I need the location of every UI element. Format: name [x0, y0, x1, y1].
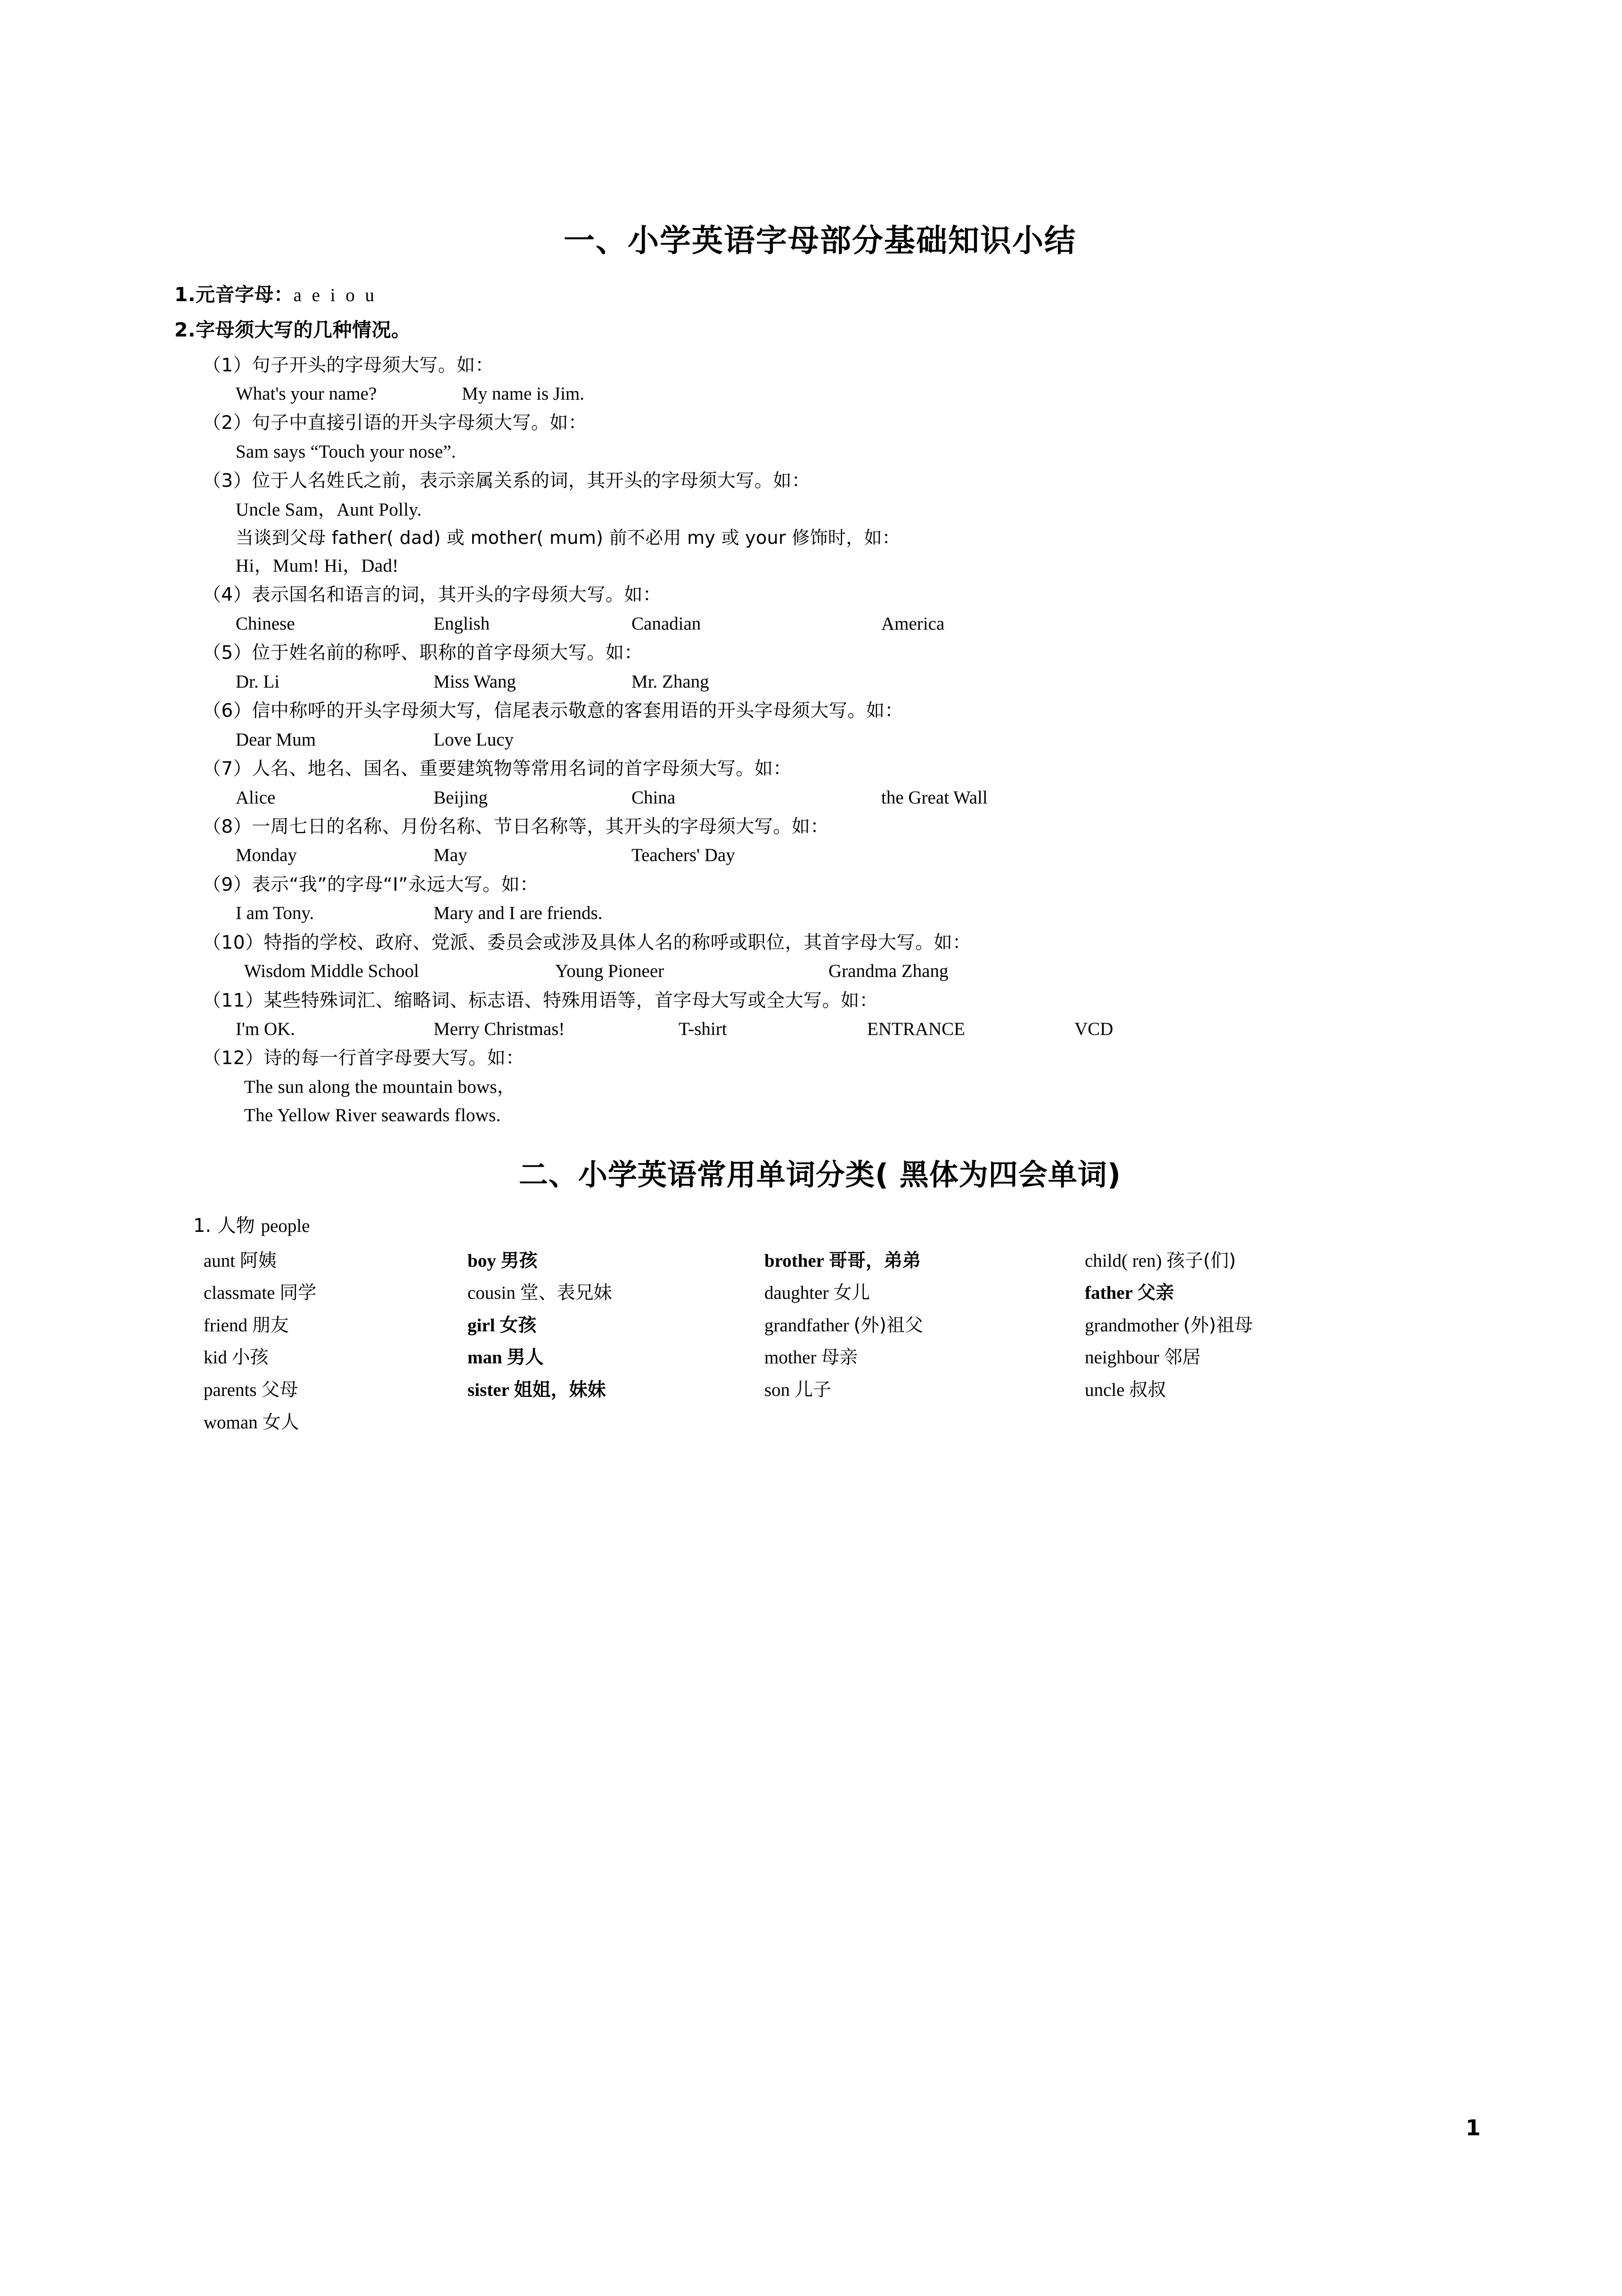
vocab-group-heading — [193, 1212, 1466, 1240]
vocab-cell — [467, 1245, 764, 1278]
word-en: boy — [467, 1250, 496, 1271]
rule-5-examples — [236, 668, 1466, 696]
rule-10-head: （10）特指的学校、政府、党派、委员会或涉及具体人名的称呼或职位，其首字母大写。如： — [203, 932, 971, 953]
vocab-group-number: 1. — [193, 1215, 212, 1237]
rule-4-example-4: America — [881, 613, 945, 634]
vocab-cell — [467, 1310, 764, 1342]
word-zh: 女儿 — [833, 1282, 870, 1304]
rule-4-example-3: Canadian — [631, 613, 701, 634]
word-en: classmate — [204, 1283, 275, 1304]
page-content — [174, 221, 1466, 1439]
rule-2 — [174, 409, 1466, 466]
word-en: woman — [204, 1412, 258, 1433]
rule-9-examples — [236, 899, 1466, 927]
item-vowel-letters-value: a e i o u — [293, 285, 377, 305]
vocab-cell — [204, 1277, 467, 1310]
rule-4-example-1: Chinese — [236, 613, 295, 634]
rule-12-example-2: The Yellow River seawards flows. — [244, 1105, 501, 1126]
rule-5-example-3: Mr. Zhang — [631, 671, 709, 692]
rule-11-examples — [236, 1015, 1466, 1043]
rule-4-examples — [236, 610, 1466, 638]
rule-10 — [174, 929, 1466, 986]
word-en: friend — [204, 1315, 248, 1336]
rule-6-head: （6）信中称呼的开头字母须大写，信尾表示敬意的客套用语的开头字母须大写。如： — [203, 700, 903, 722]
rule-7-example-2: Beijing — [434, 787, 488, 808]
rule-9-example-1: I am Tony. — [236, 903, 314, 924]
word-en: cousin — [467, 1283, 516, 1304]
word-zh: 姐姐，妹妹 — [514, 1379, 606, 1401]
rule-7 — [174, 755, 1466, 812]
rule-3-extra-example: Hi，Mum! Hi，Dad! — [236, 556, 399, 576]
vocab-group-en: people — [261, 1216, 310, 1237]
rule-1-example-1: What's your name? — [236, 383, 377, 404]
table-row — [204, 1407, 1405, 1439]
vocab-cell — [1085, 1342, 1405, 1374]
rule-11-example-3: T-shirt — [679, 1019, 727, 1040]
rule-8 — [174, 813, 1466, 870]
vocab-cell — [764, 1374, 1085, 1407]
rule-9-head: （9）表示“我”的字母“I”永远大写。如： — [203, 874, 539, 895]
word-zh: 父亲 — [1137, 1282, 1174, 1304]
word-zh: 孩子(们) — [1166, 1250, 1236, 1271]
vocab-cell — [1085, 1407, 1405, 1439]
word-en: sister — [467, 1379, 509, 1400]
vocab-cell — [764, 1310, 1085, 1342]
rule-11 — [174, 987, 1466, 1044]
word-zh: 朋友 — [252, 1314, 289, 1336]
rule-4-head: （4）表示国名和语言的词，其开头的字母须大写。如： — [203, 584, 662, 606]
rule-10-example-3: Grandma Zhang — [828, 961, 949, 982]
rule-10-examples — [244, 957, 1466, 985]
word-zh: 堂、表兄妹 — [520, 1282, 612, 1304]
section-2-title: 二、小学英语常用单词分类( 黑体为四会单词) — [518, 1157, 1122, 1192]
item-vowel-letters-label: 1.元音字母： — [174, 283, 294, 306]
word-zh: 同学 — [279, 1282, 317, 1304]
word-zh: 父母 — [261, 1379, 298, 1401]
word-zh: (外)祖父 — [853, 1314, 923, 1336]
rule-5-example-2: Miss Wang — [434, 671, 516, 692]
vocab-cell — [1085, 1277, 1405, 1310]
rule-11-head: （11）某些特殊词汇、缩略词、标志语、特殊用语等，首字母大写或全大写。如： — [203, 990, 878, 1011]
word-en: father — [1085, 1283, 1133, 1304]
word-zh: 阿姨 — [239, 1250, 277, 1271]
rule-3-extra-head: 当谈到父母 father( dad) 或 mother( mum) 前不必用 my 或 your 修饰时，如： — [236, 527, 901, 549]
item-capitalization-label: 2.字母须大写的几种情况。 — [174, 319, 411, 341]
rule-1-head: （1）句子开头的字母须大写。如： — [203, 354, 494, 376]
word-zh: 男人 — [507, 1347, 544, 1369]
word-en: kid — [204, 1347, 227, 1368]
vocab-cell — [1085, 1245, 1405, 1278]
word-zh: 小孩 — [231, 1347, 269, 1369]
rule-10-example-2: Young Pioneer — [555, 961, 664, 982]
rule-7-example-1: Alice — [236, 787, 276, 808]
word-en: neighbour — [1085, 1347, 1160, 1368]
rule-5-head: （5）位于姓名前的称呼、职称的首字母须大写。如： — [203, 642, 643, 664]
rule-1 — [174, 352, 1466, 409]
table-row — [204, 1245, 1405, 1278]
rule-2-example-1: Sam says “Touch your nose”. — [236, 441, 456, 462]
table-row — [204, 1277, 1405, 1310]
rule-7-example-3: China — [631, 787, 676, 808]
word-en: brother — [764, 1250, 825, 1271]
vocab-cell — [467, 1342, 764, 1374]
rule-7-head: （7）人名、地名、国名、重要建筑物等常用名词的首字母须大写。如： — [203, 758, 792, 780]
rule-12-example-1: The sun along the mountain bows， — [244, 1076, 516, 1097]
word-zh: 女人 — [262, 1411, 299, 1433]
word-en: aunt — [204, 1250, 236, 1271]
rule-9-example-2: Mary and I are friends. — [434, 903, 603, 924]
rule-6-examples — [236, 726, 1466, 754]
rule-5 — [174, 639, 1466, 696]
word-zh: 男孩 — [500, 1250, 538, 1271]
word-en: grandfather — [764, 1315, 849, 1336]
word-en: daughter — [764, 1283, 829, 1304]
vocab-cell — [764, 1245, 1085, 1278]
rule-8-example-3: Teachers' Day — [631, 845, 735, 866]
rule-6-example-1: Dear Mum — [236, 729, 316, 750]
vocab-group-zh: 人物 — [217, 1215, 255, 1237]
rule-5-example-1: Dr. Li — [236, 671, 280, 692]
rule-3-example-1: Uncle Sam，Aunt Polly. — [236, 499, 422, 520]
vocab-cell — [467, 1407, 764, 1439]
table-row — [204, 1310, 1405, 1342]
word-zh: 哥哥，弟弟 — [828, 1250, 921, 1271]
rule-8-examples — [236, 841, 1466, 869]
word-zh: 叔叔 — [1129, 1379, 1166, 1401]
rule-11-example-4: ENTRANCE — [867, 1019, 965, 1040]
vocab-cell — [764, 1277, 1085, 1310]
item-vowel-letters — [174, 280, 1466, 310]
vocab-cell — [764, 1342, 1085, 1374]
vocab-cell — [467, 1277, 764, 1310]
rule-6-example-2: Love Lucy — [434, 729, 514, 750]
rule-3-head: （3）位于人名姓氏之前，表示亲属关系的词，其开头的字母须大写。如： — [203, 470, 811, 492]
word-zh: (外)祖母 — [1183, 1314, 1253, 1336]
rule-4-example-2: English — [434, 613, 490, 634]
word-en: son — [764, 1379, 790, 1400]
rule-4 — [174, 581, 1466, 638]
rule-1-example-2: My name is Jim. — [462, 383, 584, 404]
word-zh: 邻居 — [1163, 1347, 1201, 1369]
vocab-cell — [204, 1342, 467, 1374]
table-row — [204, 1374, 1405, 1407]
rule-8-head: （8）一周七日的名称、月份名称、节日名称等，其开头的字母须大写。如： — [203, 816, 829, 837]
word-en: grandmother — [1085, 1315, 1179, 1336]
rule-12 — [174, 1044, 1466, 1130]
rule-8-example-2: May — [434, 845, 467, 866]
vocab-cell — [204, 1310, 467, 1342]
word-zh: 女孩 — [500, 1314, 537, 1336]
word-en: child( ren) — [1085, 1250, 1162, 1271]
rule-11-example-5: VCD — [1074, 1019, 1114, 1040]
word-en: uncle — [1085, 1379, 1125, 1400]
word-en: man — [467, 1347, 502, 1368]
rule-11-example-1: I'm OK. — [236, 1019, 295, 1040]
rule-6 — [174, 697, 1466, 754]
vocab-cell — [204, 1245, 467, 1278]
rule-2-head: （2）句子中直接引语的开头字母须大写。如： — [203, 412, 587, 434]
rule-7-example-4: the Great Wall — [881, 787, 988, 808]
word-en: girl — [467, 1315, 495, 1336]
page-number: 1 — [1465, 2115, 1481, 2140]
rule-12-head: （12）诗的每一行首字母要大写。如： — [203, 1048, 524, 1069]
vocab-table — [204, 1245, 1405, 1439]
vocab-cell — [1085, 1310, 1405, 1342]
word-zh: 儿子 — [794, 1379, 831, 1401]
vocab-cell — [204, 1407, 467, 1439]
vocab-cell — [467, 1374, 764, 1407]
word-en: mother — [764, 1347, 817, 1368]
word-en: parents — [204, 1379, 257, 1400]
vocab-cell — [764, 1407, 1085, 1439]
section-1-title: 一、小学英语字母部分基础知识小结 — [564, 222, 1076, 259]
rule-9 — [174, 871, 1466, 928]
vocab-cell — [204, 1374, 467, 1407]
vocab-cell — [1085, 1374, 1405, 1407]
rule-3 — [174, 467, 1466, 580]
rule-11-example-2: Merry Christmas! — [434, 1019, 565, 1040]
rule-8-example-1: Monday — [236, 845, 297, 866]
rule-10-example-1: Wisdom Middle School — [244, 961, 419, 982]
rule-7-examples — [236, 784, 1466, 812]
table-row — [204, 1342, 1405, 1374]
word-zh: 母亲 — [821, 1347, 858, 1369]
rule-1-examples — [236, 380, 1466, 408]
